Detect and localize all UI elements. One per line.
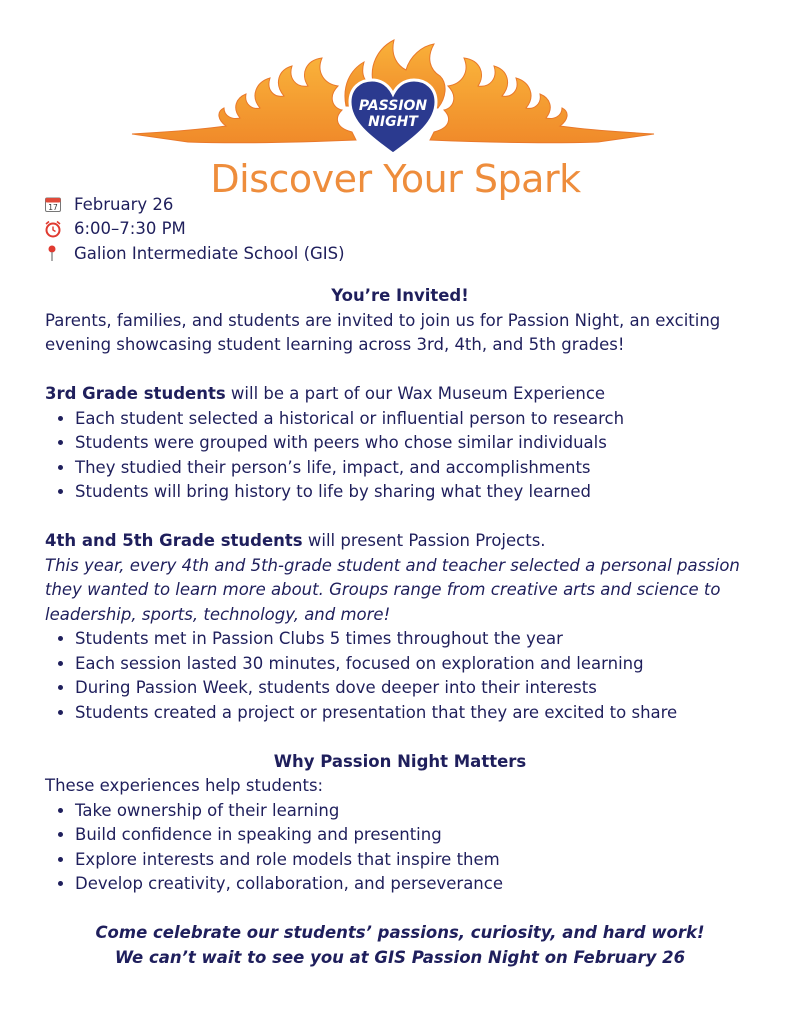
pin-icon	[44, 244, 74, 262]
tagline: Discover Your Spark	[210, 157, 581, 201]
logo-text-line1: PASSION	[358, 98, 428, 114]
svg-text:17: 17	[48, 203, 58, 213]
event-time: 6:00–7:30 PM	[74, 219, 186, 239]
upper-grade-lead-bold: 4th and 5th Grade students	[45, 531, 303, 550]
closing-message	[45, 921, 755, 970]
upper-grade-description: This year, every 4th and 5th-grade student and teacher selected a personal passion they wanted to learn more about. Groups range from creative arts and science to leadership, sports, technology, and more!	[45, 555, 740, 624]
third-grade-lead	[45, 382, 755, 407]
list-item: • Students will bring history to life by sharing what they learned	[75, 480, 755, 505]
list-item: • Students were grouped with peers who chose similar individuals	[75, 431, 755, 456]
logo-text-line2: NIGHT	[368, 114, 418, 130]
event-date-row	[44, 192, 345, 217]
list-item: • Each student selected a historical or influential person to research	[75, 407, 755, 432]
list-item: • Students created a project or presentation that they are excited to share	[75, 701, 755, 726]
invite-heading: You’re Invited!	[331, 286, 469, 305]
closing-line-2: We can’t wait to see you at GIS Passion Night on February 26	[114, 947, 686, 967]
list-item: • They studied their person’s life, impact, and accomplishments	[75, 456, 755, 481]
upper-grade-list	[45, 627, 755, 725]
invite-body: Parents, families, and students are invited to join us for Passion Night, an exciting evening showcasing student learning across 3rd, 4th, and 5th grades!	[45, 310, 721, 354]
closing-line-1: Come celebrate our students’ passions, curiosity, and hard work!	[95, 923, 705, 942]
third-grade-lead-rest: will be a part of our Wax Museum Experience	[225, 384, 606, 403]
event-time-row	[44, 217, 345, 242]
third-grade-lead-bold: 3rd Grade students	[45, 384, 226, 403]
main-content	[45, 284, 755, 970]
why-intro: These experiences help students:	[45, 776, 324, 795]
list-item: • Develop creativity, collaboration, and perseverance	[75, 872, 755, 897]
why-heading: Why Passion Night Matters	[273, 751, 527, 771]
event-location-row	[44, 241, 345, 266]
why-list	[45, 799, 755, 897]
list-item: • Take ownership of their learning	[75, 799, 755, 824]
list-item: • Students met in Passion Clubs 5 times throughout the year	[75, 627, 755, 652]
upper-grade-lead-rest: will present Passion Projects.	[302, 531, 546, 550]
list-item: • Build confidence in speaking and presenting	[75, 823, 755, 848]
event-details	[44, 192, 345, 266]
event-location: Galion Intermediate School (GIS)	[74, 243, 345, 263]
passion-night-logo	[128, 36, 658, 160]
alarm-clock-icon	[44, 220, 74, 238]
calendar-icon	[44, 195, 74, 213]
upper-grade-lead	[45, 529, 755, 554]
third-grade-list	[45, 407, 755, 505]
list-item: • Explore interests and role models that inspire them	[75, 848, 755, 873]
event-date: February 26	[74, 194, 174, 214]
list-item: • Each session lasted 30 minutes, focused on exploration and learning	[75, 652, 755, 677]
list-item: • During Passion Week, students dove deeper into their interests	[75, 676, 755, 701]
left-flames	[132, 58, 356, 143]
right-flames	[430, 58, 654, 143]
